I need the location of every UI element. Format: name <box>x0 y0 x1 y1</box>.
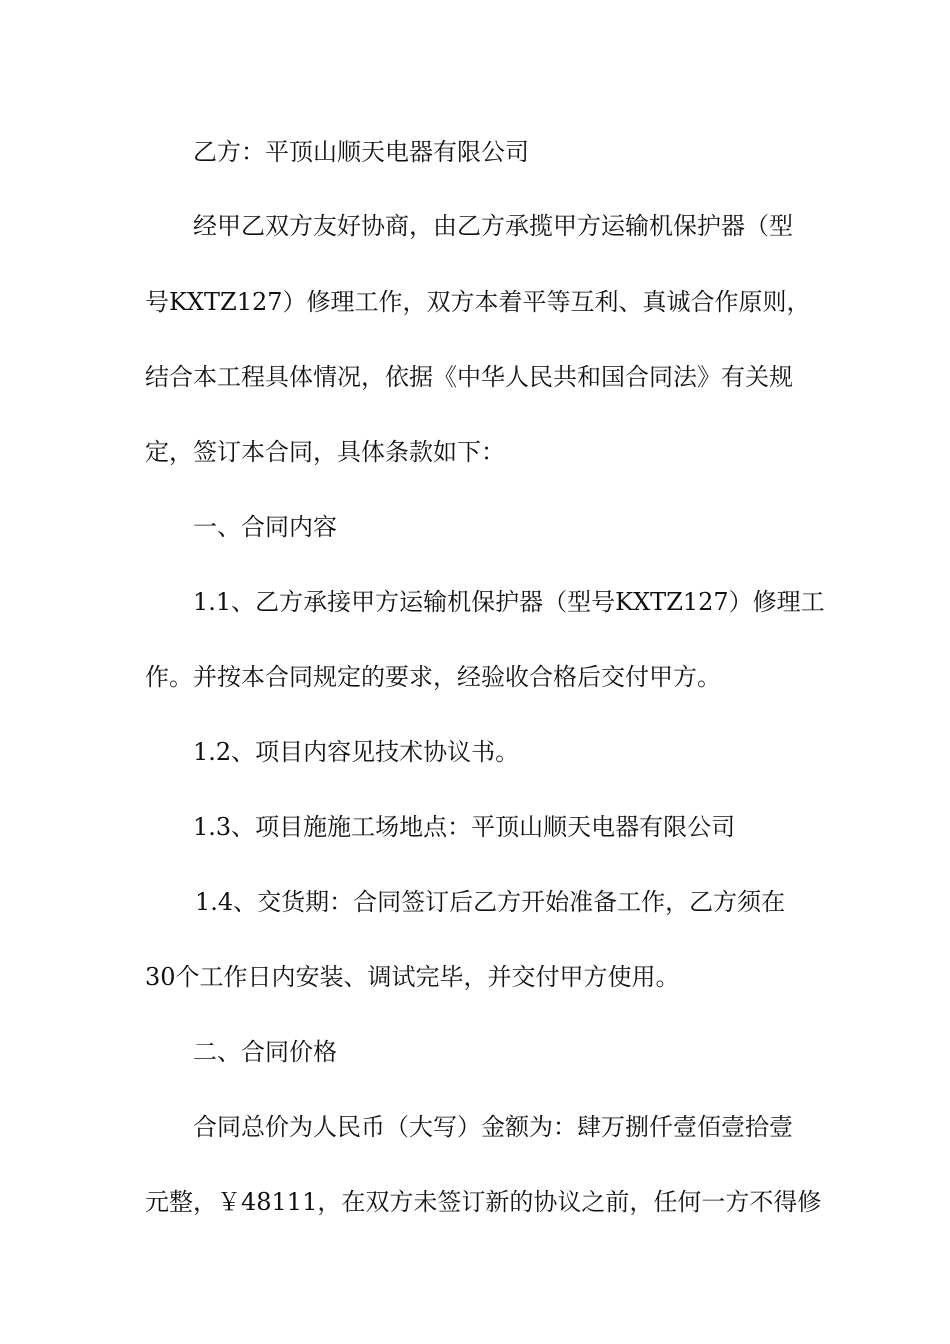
clause-1-3: 1.3、项目施施工场地点：平顶山顺天电器有限公司 <box>193 813 736 841</box>
price-paragraph-line-1: 合同总价为人民币（大写）金额为：肆万捌仟壹佰壹拾壹 <box>193 1113 793 1141</box>
intro-paragraph-line-2: 号KXTZ127）修理工作，双方本着平等互利、真诚合作原则， <box>145 288 811 316</box>
clause-1-1-line-1: 1.1、乙方承接甲方运输机保护器（型号KXTZ127）修理工 <box>193 588 825 616</box>
section-heading-contract-content: 一、合同内容 <box>193 513 337 541</box>
clause-1-4-line-2: 30个工作日内安装、调试完毕，并交付甲方使用。 <box>145 963 680 991</box>
price-paragraph-line-2: 元整，￥48111，在双方未签订新的协议之前，任何一方不得修 <box>145 1188 822 1216</box>
party-b-line: 乙方：平顶山顺天电器有限公司 <box>193 138 529 166</box>
intro-paragraph-line-4: 定，签订本合同，具体条款如下： <box>145 438 505 466</box>
clause-1-2: 1.2、项目内容见技术协议书。 <box>193 738 520 766</box>
section-heading-contract-price: 二、合同价格 <box>193 1038 337 1066</box>
clause-1-4-line-1: 1.4、交货期：合同签订后乙方开始准备工作，乙方须在 <box>195 888 786 916</box>
clause-1-1-line-2: 作。并按本合同规定的要求，经验收合格后交付甲方。 <box>145 663 721 691</box>
intro-paragraph-line-1: 经甲乙双方友好协商，由乙方承揽甲方运输机保护器（型 <box>193 212 793 240</box>
intro-paragraph-line-3: 结合本工程具体情况，依据《中华人民共和国合同法》有关规 <box>145 363 793 391</box>
